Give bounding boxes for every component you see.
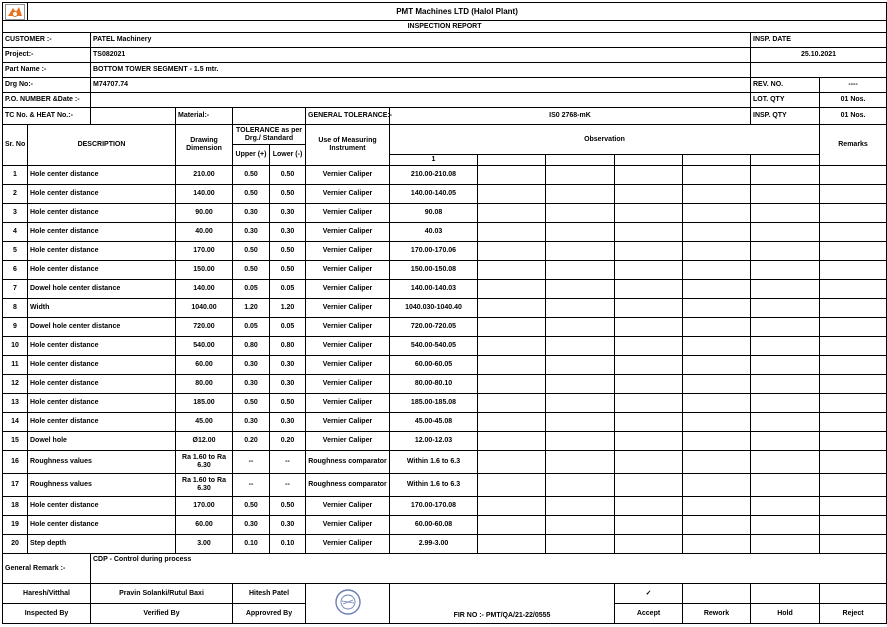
row-sr: 15 — [3, 432, 28, 451]
table-row — [3, 451, 887, 474]
row-observation: 60.00-60.08 — [390, 516, 478, 535]
row-lower: 0.50 — [270, 185, 306, 204]
row-instrument: Roughness comparator — [306, 474, 390, 497]
row-drawing-dimension: 60.00 — [176, 356, 233, 375]
table-row — [3, 166, 887, 185]
row-drawing-dimension: 3.00 — [176, 535, 233, 554]
row-upper: 0.50 — [233, 261, 270, 280]
row-upper: 0.30 — [233, 413, 270, 432]
row-description: Hole center distance — [28, 394, 176, 413]
row-instrument: Vernier Caliper — [306, 394, 390, 413]
row-upper: 0.30 — [233, 516, 270, 535]
row-description: Width — [28, 299, 176, 318]
inspection-report-table — [2, 2, 887, 624]
hold-box — [751, 584, 820, 604]
row-sr: 5 — [3, 242, 28, 261]
accept-label: Accept — [615, 604, 683, 624]
row-lower: 0.30 — [270, 223, 306, 242]
tc-heat-value — [91, 108, 176, 125]
row-sr: 10 — [3, 337, 28, 356]
col-observation-5 — [683, 155, 751, 166]
inspection-report-sheet — [2, 2, 868, 623]
row-instrument: Vernier Caliper — [306, 280, 390, 299]
row-instrument: Vernier Caliper — [306, 516, 390, 535]
row-observation: 40.03 — [390, 223, 478, 242]
table-row — [3, 497, 887, 516]
row-upper: 0.50 — [233, 242, 270, 261]
row-sr: 18 — [3, 497, 28, 516]
row-upper: 0.50 — [233, 166, 270, 185]
row-description: Dowel hole center distance — [28, 280, 176, 299]
row-observation: 45.00-45.08 — [390, 413, 478, 432]
row-upper: 0.20 — [233, 432, 270, 451]
row-description: Dowel hole — [28, 432, 176, 451]
col-observation-6 — [751, 155, 820, 166]
row-sr: 14 — [3, 413, 28, 432]
insp-date-value: 25.10.2021 — [751, 48, 887, 63]
row-instrument: Vernier Caliper — [306, 299, 390, 318]
col-observation-1: 1 — [390, 155, 478, 166]
rework-label: Rework — [683, 604, 751, 624]
rev-no-value: ---- — [820, 78, 887, 93]
row-drawing-dimension: 150.00 — [176, 261, 233, 280]
row-description: Hole center distance — [28, 356, 176, 375]
row-upper: 0.50 — [233, 497, 270, 516]
row-observation: 170.00-170.08 — [390, 497, 478, 516]
row-sr: 4 — [3, 223, 28, 242]
table-row — [3, 223, 887, 242]
reject-label: Reject — [820, 604, 887, 624]
row-upper: 0.80 — [233, 337, 270, 356]
po-number-value — [91, 93, 751, 108]
row-upper: 0.50 — [233, 394, 270, 413]
insp-qty-value: 01 Nos. — [820, 108, 887, 125]
general-tolerance-value: IS0 2768-mK — [390, 108, 751, 125]
row-instrument: Vernier Caliper — [306, 318, 390, 337]
insp-qty-label: INSP. QTY — [751, 108, 820, 125]
rev-no-label: REV. NO. — [751, 78, 820, 93]
part-name-label: Part Name :- — [3, 63, 91, 78]
row-lower: 0.10 — [270, 535, 306, 554]
row-observation: 140.00-140.03 — [390, 280, 478, 299]
row-sr: 2 — [3, 185, 28, 204]
row-drawing-dimension: 210.00 — [176, 166, 233, 185]
row-instrument: Roughness comparator — [306, 451, 390, 474]
table-row — [3, 375, 887, 394]
fir-number: FIR NO :- PMT/QA/21-22/0555 — [390, 584, 615, 624]
row-lower: 0.05 — [270, 318, 306, 337]
table-row — [3, 413, 887, 432]
row-instrument: Vernier Caliper — [306, 432, 390, 451]
row-drawing-dimension: 40.00 — [176, 223, 233, 242]
row-instrument: Vernier Caliper — [306, 166, 390, 185]
insp-date-label: INSP. DATE — [751, 33, 887, 48]
row-drawing-dimension: 80.00 — [176, 375, 233, 394]
rework-box — [683, 584, 751, 604]
row-sr: 13 — [3, 394, 28, 413]
table-row — [3, 432, 887, 451]
table-row — [3, 535, 887, 554]
row-description: Hole center distance — [28, 223, 176, 242]
logo-cell — [3, 3, 28, 21]
row-upper: -- — [233, 451, 270, 474]
general-remark-label: General Remark :- — [3, 554, 91, 584]
row-observation: 210.00-210.08 — [390, 166, 478, 185]
row-upper: 0.30 — [233, 204, 270, 223]
row-upper: 0.30 — [233, 375, 270, 394]
col-drawing-dimension: Drawing Dimension — [176, 125, 233, 166]
col-observation-2 — [478, 155, 546, 166]
row-drawing-dimension: 170.00 — [176, 497, 233, 516]
row-observation: Within 1.6 to 6.3 — [390, 474, 478, 497]
col-lower: Lower (-) — [270, 145, 306, 166]
row-observation: 90.08 — [390, 204, 478, 223]
row-drawing-dimension: 540.00 — [176, 337, 233, 356]
part-name-value: BOTTOM TOWER SEGMENT - 1.5 mtr. — [91, 63, 751, 78]
row-description: Hole center distance — [28, 242, 176, 261]
row-drawing-dimension: 720.00 — [176, 318, 233, 337]
row-lower: 0.50 — [270, 497, 306, 516]
row-lower: 0.80 — [270, 337, 306, 356]
project-value: TS082021 — [91, 48, 751, 63]
row-description: Hole center distance — [28, 185, 176, 204]
general-tolerance-label: GENERAL TOLERANCE:- — [306, 108, 390, 125]
general-remark-value: CDP - Control during process — [91, 554, 887, 584]
row-upper: 0.05 — [233, 280, 270, 299]
col-upper: Upper (+) — [233, 145, 270, 166]
hold-label: Hold — [751, 604, 820, 624]
table-row — [3, 242, 887, 261]
row-drawing-dimension: 140.00 — [176, 185, 233, 204]
row-sr: 8 — [3, 299, 28, 318]
table-row — [3, 299, 887, 318]
row-sr: 19 — [3, 516, 28, 535]
verifier-name: Pravin Solanki/Rutul Baxi — [91, 584, 233, 604]
row-description: Dowel hole center distance — [28, 318, 176, 337]
row-instrument: Vernier Caliper — [306, 223, 390, 242]
col-observation-3 — [546, 155, 615, 166]
row-upper: 1.20 — [233, 299, 270, 318]
verified-by-label: Verified By — [91, 604, 233, 624]
row-sr: 12 — [3, 375, 28, 394]
row-observation: 140.00-140.05 — [390, 185, 478, 204]
material-value — [233, 108, 306, 125]
company-seal-cell — [306, 584, 390, 624]
row-instrument: Vernier Caliper — [306, 337, 390, 356]
row-drawing-dimension: Ø12.00 — [176, 432, 233, 451]
row-sr: 1 — [3, 166, 28, 185]
row-upper: 0.05 — [233, 318, 270, 337]
reject-box — [820, 584, 887, 604]
row-lower: 0.30 — [270, 356, 306, 375]
row-drawing-dimension: Ra 1.60 to Ra 6.30 — [176, 474, 233, 497]
row-description: Hole center distance — [28, 261, 176, 280]
table-row — [3, 394, 887, 413]
inspected-by-label: Inspected By — [3, 604, 91, 624]
table-row — [3, 185, 887, 204]
table-row — [3, 280, 887, 299]
row-observation: 720.00-720.05 — [390, 318, 478, 337]
row-lower: 0.30 — [270, 204, 306, 223]
project-label: Project:- — [3, 48, 91, 63]
lot-qty-value: 01 Nos. — [820, 93, 887, 108]
row-description: Hole center distance — [28, 337, 176, 356]
row-observation: 1040.030-1040.40 — [390, 299, 478, 318]
row-lower: 0.20 — [270, 432, 306, 451]
row-instrument: Vernier Caliper — [306, 261, 390, 280]
row-instrument: Vernier Caliper — [306, 497, 390, 516]
table-row — [3, 516, 887, 535]
row-sr: 17 — [3, 474, 28, 497]
row-observation: 2.99-3.00 — [390, 535, 478, 554]
part-name-blank — [751, 63, 887, 78]
lot-qty-label: LOT. QTY — [751, 93, 820, 108]
row-description: Hole center distance — [28, 166, 176, 185]
table-row — [3, 204, 887, 223]
table-row — [3, 474, 887, 497]
row-lower: 0.30 — [270, 516, 306, 535]
row-lower: 0.30 — [270, 375, 306, 394]
row-description: Hole center distance — [28, 375, 176, 394]
row-description: Hole center distance — [28, 413, 176, 432]
row-instrument: Vernier Caliper — [306, 185, 390, 204]
inspector-name: Haresh/Vitthal — [3, 584, 91, 604]
customer-label: CUSTOMER :- — [3, 33, 91, 48]
row-drawing-dimension: 170.00 — [176, 242, 233, 261]
row-upper: -- — [233, 474, 270, 497]
row-description: Hole center distance — [28, 516, 176, 535]
row-sr: 3 — [3, 204, 28, 223]
row-lower: 1.20 — [270, 299, 306, 318]
row-description: Roughness values — [28, 451, 176, 474]
row-upper: 0.10 — [233, 535, 270, 554]
company-logo-icon — [5, 4, 25, 20]
row-instrument: Vernier Caliper — [306, 535, 390, 554]
row-lower: 0.50 — [270, 242, 306, 261]
table-row — [3, 356, 887, 375]
material-label: Material:- — [176, 108, 233, 125]
row-observation: 150.00-150.08 — [390, 261, 478, 280]
row-upper: 0.50 — [233, 185, 270, 204]
row-upper: 0.30 — [233, 356, 270, 375]
row-observation: 80.00-80.10 — [390, 375, 478, 394]
row-observation: Within 1.6 to 6.3 — [390, 451, 478, 474]
col-observation: Observation — [390, 125, 820, 155]
row-observation: 185.00-185.08 — [390, 394, 478, 413]
table-row — [3, 261, 887, 280]
row-drawing-dimension: 140.00 — [176, 280, 233, 299]
row-drawing-dimension: 1040.00 — [176, 299, 233, 318]
row-sr: 6 — [3, 261, 28, 280]
row-sr: 16 — [3, 451, 28, 474]
col-description: DESCRIPTION — [28, 125, 176, 166]
customer-value: PATEL Machinery — [91, 33, 751, 48]
row-sr: 20 — [3, 535, 28, 554]
row-instrument: Vernier Caliper — [306, 375, 390, 394]
row-observation: 170.00-170.06 — [390, 242, 478, 261]
table-row — [3, 318, 887, 337]
drg-no-label: Drg No:- — [3, 78, 91, 93]
row-lower: 0.50 — [270, 261, 306, 280]
row-observation: 12.00-12.03 — [390, 432, 478, 451]
accept-tick-icon: ✓ — [615, 584, 683, 604]
row-lower: 0.30 — [270, 413, 306, 432]
row-sr: 11 — [3, 356, 28, 375]
row-lower: 0.05 — [270, 280, 306, 299]
col-tolerance: TOLERANCE as per Drg./ Standard — [233, 125, 306, 145]
row-upper: 0.30 — [233, 223, 270, 242]
row-drawing-dimension: 185.00 — [176, 394, 233, 413]
row-drawing-dimension: 45.00 — [176, 413, 233, 432]
row-instrument: Vernier Caliper — [306, 356, 390, 375]
row-lower: -- — [270, 451, 306, 474]
row-observation: 540.00-540.05 — [390, 337, 478, 356]
tc-heat-label: TC No. & HEAT No.:- — [3, 108, 91, 125]
row-drawing-dimension: 90.00 — [176, 204, 233, 223]
row-description: Hole center distance — [28, 497, 176, 516]
col-instrument: Use of Measuring Instrument — [306, 125, 390, 166]
approver-name: Hitesh Patel — [233, 584, 306, 604]
row-instrument: Vernier Caliper — [306, 413, 390, 432]
po-number-label: P.O. NUMBER &Date :- — [3, 93, 91, 108]
col-sr-no: Sr. No — [3, 125, 28, 166]
report-title: INSPECTION REPORT — [3, 21, 887, 33]
row-lower: 0.50 — [270, 166, 306, 185]
row-lower: -- — [270, 474, 306, 497]
table-row — [3, 337, 887, 356]
row-drawing-dimension: 60.00 — [176, 516, 233, 535]
row-description: Step depth — [28, 535, 176, 554]
col-observation-4 — [615, 155, 683, 166]
col-remarks: Remarks — [820, 125, 887, 166]
approved-by-label: Approvred By — [233, 604, 306, 624]
row-sr: 7 — [3, 280, 28, 299]
row-instrument: Vernier Caliper — [306, 242, 390, 261]
row-drawing-dimension: Ra 1.60 to Ra 6.30 — [176, 451, 233, 474]
row-description: Roughness values — [28, 474, 176, 497]
row-observation: 60.00-60.05 — [390, 356, 478, 375]
row-description: Hole center distance — [28, 204, 176, 223]
company-seal-icon — [331, 588, 365, 614]
company-name: PMT Machines LTD (Halol Plant) — [28, 3, 887, 21]
row-lower: 0.50 — [270, 394, 306, 413]
row-instrument: Vernier Caliper — [306, 204, 390, 223]
row-sr: 9 — [3, 318, 28, 337]
drg-no-value: M74707.74 — [91, 78, 751, 93]
